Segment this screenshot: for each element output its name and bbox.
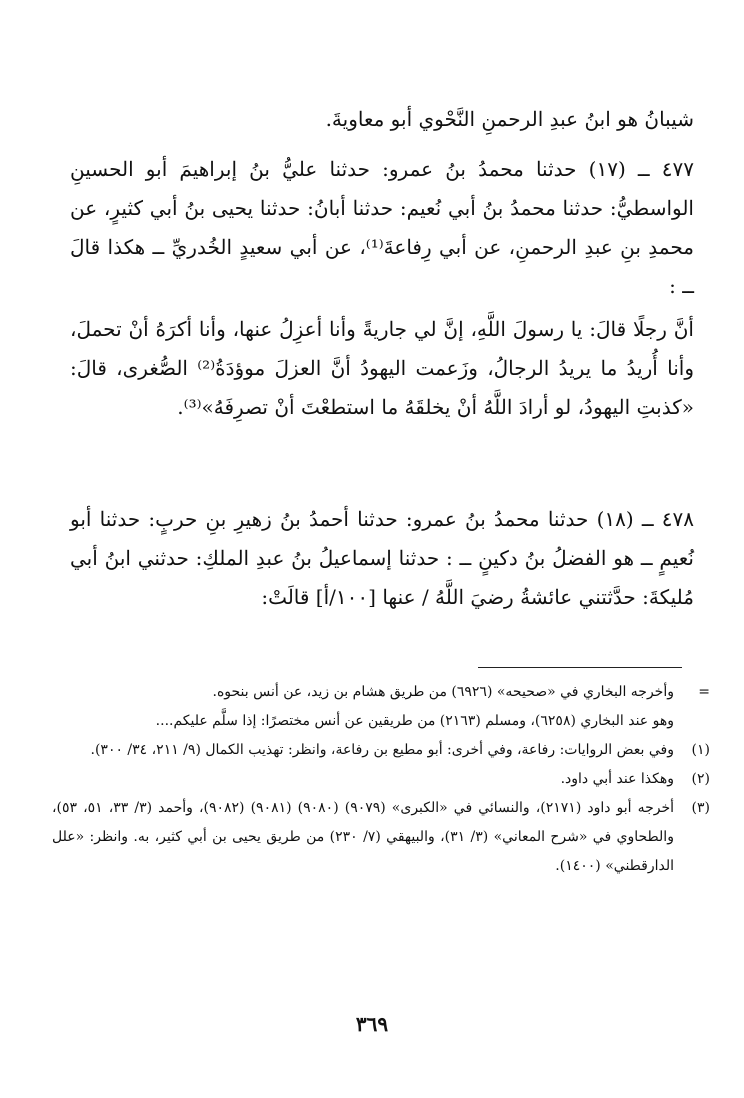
footnote-text [52,765,674,794]
main-text-block [70,500,694,617]
main-text-block [70,310,694,427]
footnote-marker: (١) [691,742,710,758]
paragraph-hadith-478-chain: ٤٧٨ ــ (١٨) حدثنا محمدُ بنُ عمرو: حدثنا أحمدُ بنُ زهيرِ بنِ حربٍ: حدثنا أبو نُعيمٍ ــ هو الفضلُ بنُ دكينٍ ــ : حدثنا إسماعيلُ بنُ عبدِ الملكِ: حدثني ابنُ أبي مُليكةَ: حدَّثتني عائشةُ رضيَ اللَّهُ / عنها [١٠٠/أ] قالَتْ: [70,507,694,609]
paragraph-narrator-note: شيبانُ هو ابنُ عبدِ الرحمنِ النَّحْوي أبو معاويةَ. [325,107,694,131]
paragraph-hadith-477-chain: ٤٧٧ ــ (١٧) حدثنا محمدُ بنُ عمرو: حدثنا عليُّ بنُ إبراهيمَ أبو الحسينِ الواسطيُّ: حدثنا محمدُ بنُ أبي نُعيم: حدثنا أبانُ: حدثنا يحيى بنُ أبي كثيرٍ، عن محمدِ بنِ عبدِ الرحمنِ، عن أبي رِفاعةَ⁽¹⁾، عن أبي سعيدٍ الخُدريِّ ــ هكذا قالَ ــ : [70,157,694,298]
footnote-line: وأخرجه البخاري في «صحيحه» (٦٩٢٦) من طريق هشام بن زيد، عن أنس بنحوه. [212,684,674,700]
footnote-marker: = [698,684,710,700]
main-text-block [70,150,694,306]
main-text-block [70,100,694,139]
footnote-2 [52,765,710,794]
footnote-marker: (٢) [691,771,710,787]
footnote-3 [52,794,710,881]
footnote-line: وهكذا عند أبي داود. [560,771,674,787]
footnote-1 [52,736,710,765]
footnote-continuation [52,678,710,736]
footnote-line: وهو عند البخاري (٦٢٥٨)، ومسلم (٢١٦٣) من طريقين عن أنس مختصرًا: إذا سلَّم عليكم.... [155,713,674,729]
footnote-text [52,678,674,736]
footnote-text [52,736,674,765]
footnote-marker: (٣) [691,800,710,816]
footnote-line: أخرجه أبو داود (٢١٧١)، والنسائي في «الكبرى» (٩٠٧٩) (٩٠٨٠) (٩٠٨١) (٩٠٨٢)، وأحمد (٣/ ٣٣، ٥١، ٥٣)، والطحاوي في «شرح المعاني» (٣/ ٣١)، والبيهقي (٧/ ٢٣٠) من طريق يحيى بن أبي كثير، به. وانظر: «علل الدارقطني» (١٤٠٠). [52,800,675,874]
footnote-divider [478,667,682,668]
footnote-line: وفي بعض الروايات: رفاعة، وفي أخرى: أبو مطيع بن رفاعة، وانظر: تهذيب الكمال (٩/ ٢١١، ٣٤/ ٣٠٠). [90,742,674,758]
footnote-text [52,794,674,881]
page-number: ٣٦٩ [355,1012,389,1036]
footnotes [52,678,710,881]
paragraph-hadith-477-text: أنَّ رجلًا قالَ: يا رسولَ اللَّهِ، إنَّ لي جاريةً وأنا أعزِلُ عنها، وأنا أكرَهُ أنْ تحملَ، وأنا أُريدُ ما يريدُ الرجالُ، وزَعمت اليهودُ أنَّ العزلَ موؤدَةُ⁽²⁾ الصُّغرى، قالَ: «كذبتِ اليهودُ، لو أرادَ اللَّهُ أنْ يخلقَهُ ما استطعْتَ أنْ تصرِفَهُ»⁽³⁾. [70,317,694,419]
